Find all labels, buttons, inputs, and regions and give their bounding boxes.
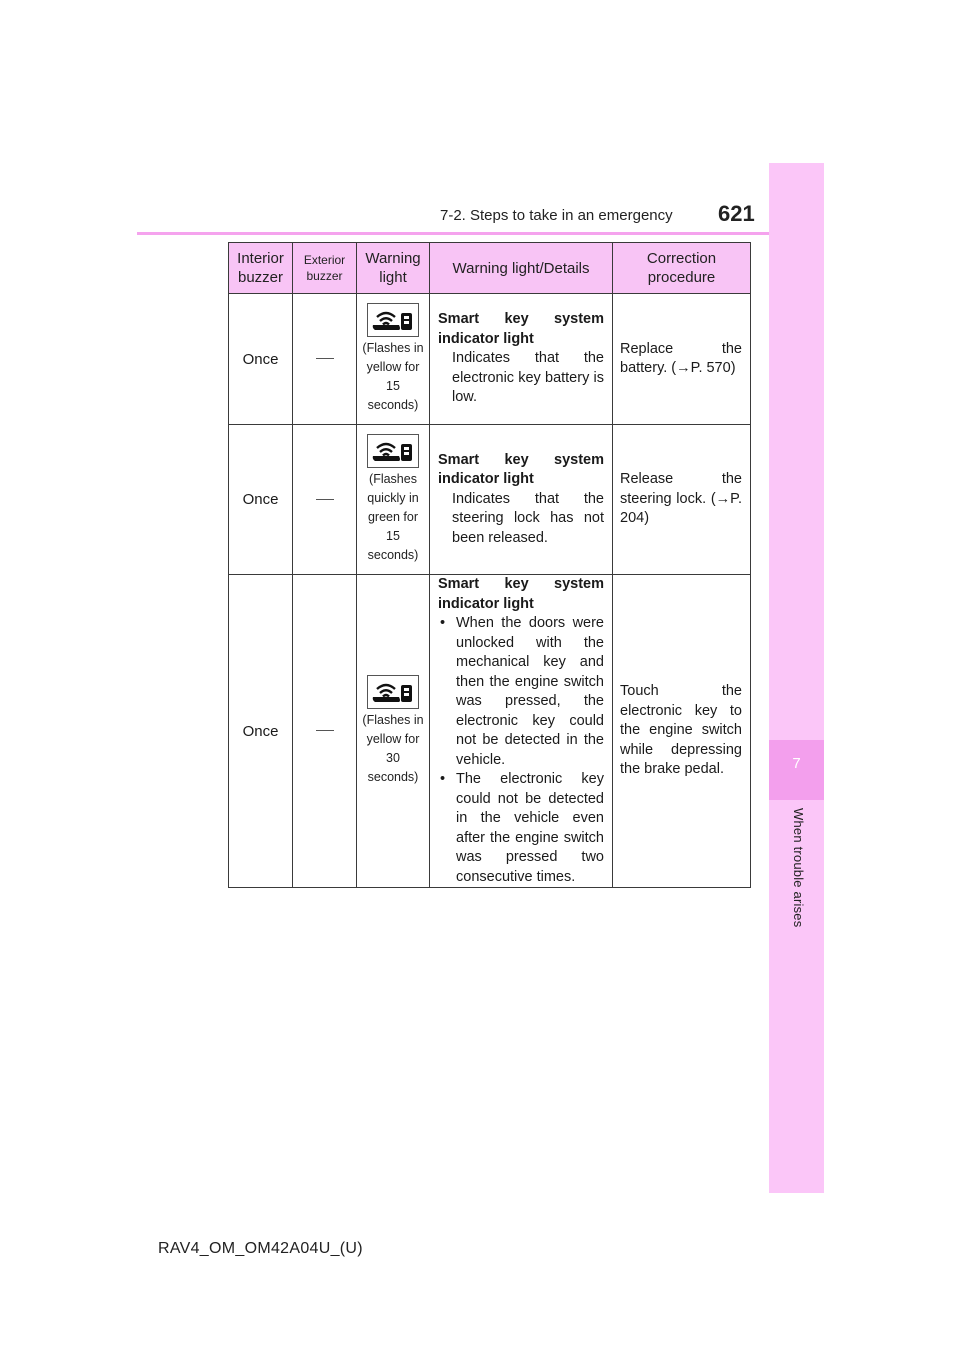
bullet-text: When the doors were unlocked with the mechanical key and then the engine switch was pressed, the electronic key could not be detected in the vehicle. [456, 615, 604, 768]
exterior-buzzer-cell [293, 294, 357, 425]
warning-light-cell [357, 425, 430, 575]
detail-title: Smart key system indicator light [438, 576, 604, 612]
header-correction: Correction procedure [613, 243, 751, 294]
smart-key-indicator-icon [367, 303, 419, 337]
correction-cell: Touch the electronic key to the engine switch while depressing the brake pedal. [613, 575, 751, 888]
table-row [229, 575, 751, 888]
smart-key-indicator-icon [367, 434, 419, 468]
table-row [229, 294, 751, 425]
detail-title: Smart key system indicator light [438, 451, 604, 488]
dash-mark [316, 499, 334, 500]
section-title: 7-2. Steps to take in an emergency [440, 207, 673, 224]
header-details: Warning light/Details [430, 243, 613, 294]
light-flash-note: (Flashes in yellow for 15 seconds) [362, 341, 424, 412]
details-cell [430, 425, 613, 575]
document-code: RAV4_OM_OM42A04U_(U) [158, 1240, 363, 1257]
detail-text: Indicates that the electronic key battery is low. [452, 350, 604, 406]
chapter-label: When trouble arises [791, 808, 806, 928]
details-cell [430, 294, 613, 425]
bullet-mark: • [440, 615, 446, 631]
exterior-buzzer-cell [293, 575, 357, 888]
warning-buzzer-table [228, 242, 751, 888]
detail-bullet [438, 614, 604, 770]
page-number: 621 [718, 201, 755, 226]
table-row [229, 425, 751, 575]
dash-mark [316, 358, 334, 359]
interior-buzzer-cell: Once [229, 575, 293, 888]
header-warning-light: Warning light [357, 243, 430, 294]
exterior-buzzer-cell [293, 425, 357, 575]
light-flash-note: (Flashes in yellow for 30 seconds) [362, 713, 424, 784]
detail-text: Indicates that the steering lock has not been released. [452, 490, 604, 546]
warning-light-cell [357, 575, 430, 888]
interior-buzzer-cell: Once [229, 294, 293, 425]
dash-mark [316, 730, 334, 731]
bullet-mark: • [440, 771, 446, 787]
interior-buzzer-cell: Once [229, 425, 293, 575]
smart-key-indicator-icon [367, 675, 419, 709]
details-cell [430, 575, 613, 888]
correction-cell: Release the steering lock. (→P. 204) [613, 425, 751, 575]
header-interior-buzzer: Interior buzzer [229, 243, 293, 294]
chapter-side-tab [769, 163, 824, 1193]
header-exterior-buzzer: Exterior buzzer [293, 243, 357, 294]
chapter-number: 7 [792, 755, 801, 772]
header-divider [137, 232, 823, 235]
correction-cell: Replace the battery. (→P. 570) [613, 294, 751, 425]
detail-title: Smart key system indicator light [438, 311, 604, 347]
warning-light-cell [357, 294, 430, 425]
detail-bullet [438, 770, 604, 887]
bullet-text: The electronic key could not be detected in the vehicle even after the engine switch was pressed two consecutive times. [456, 771, 604, 885]
light-flash-note: (Flashes quickly in green for 15 seconds) [367, 472, 419, 562]
table-header-row [229, 243, 751, 294]
